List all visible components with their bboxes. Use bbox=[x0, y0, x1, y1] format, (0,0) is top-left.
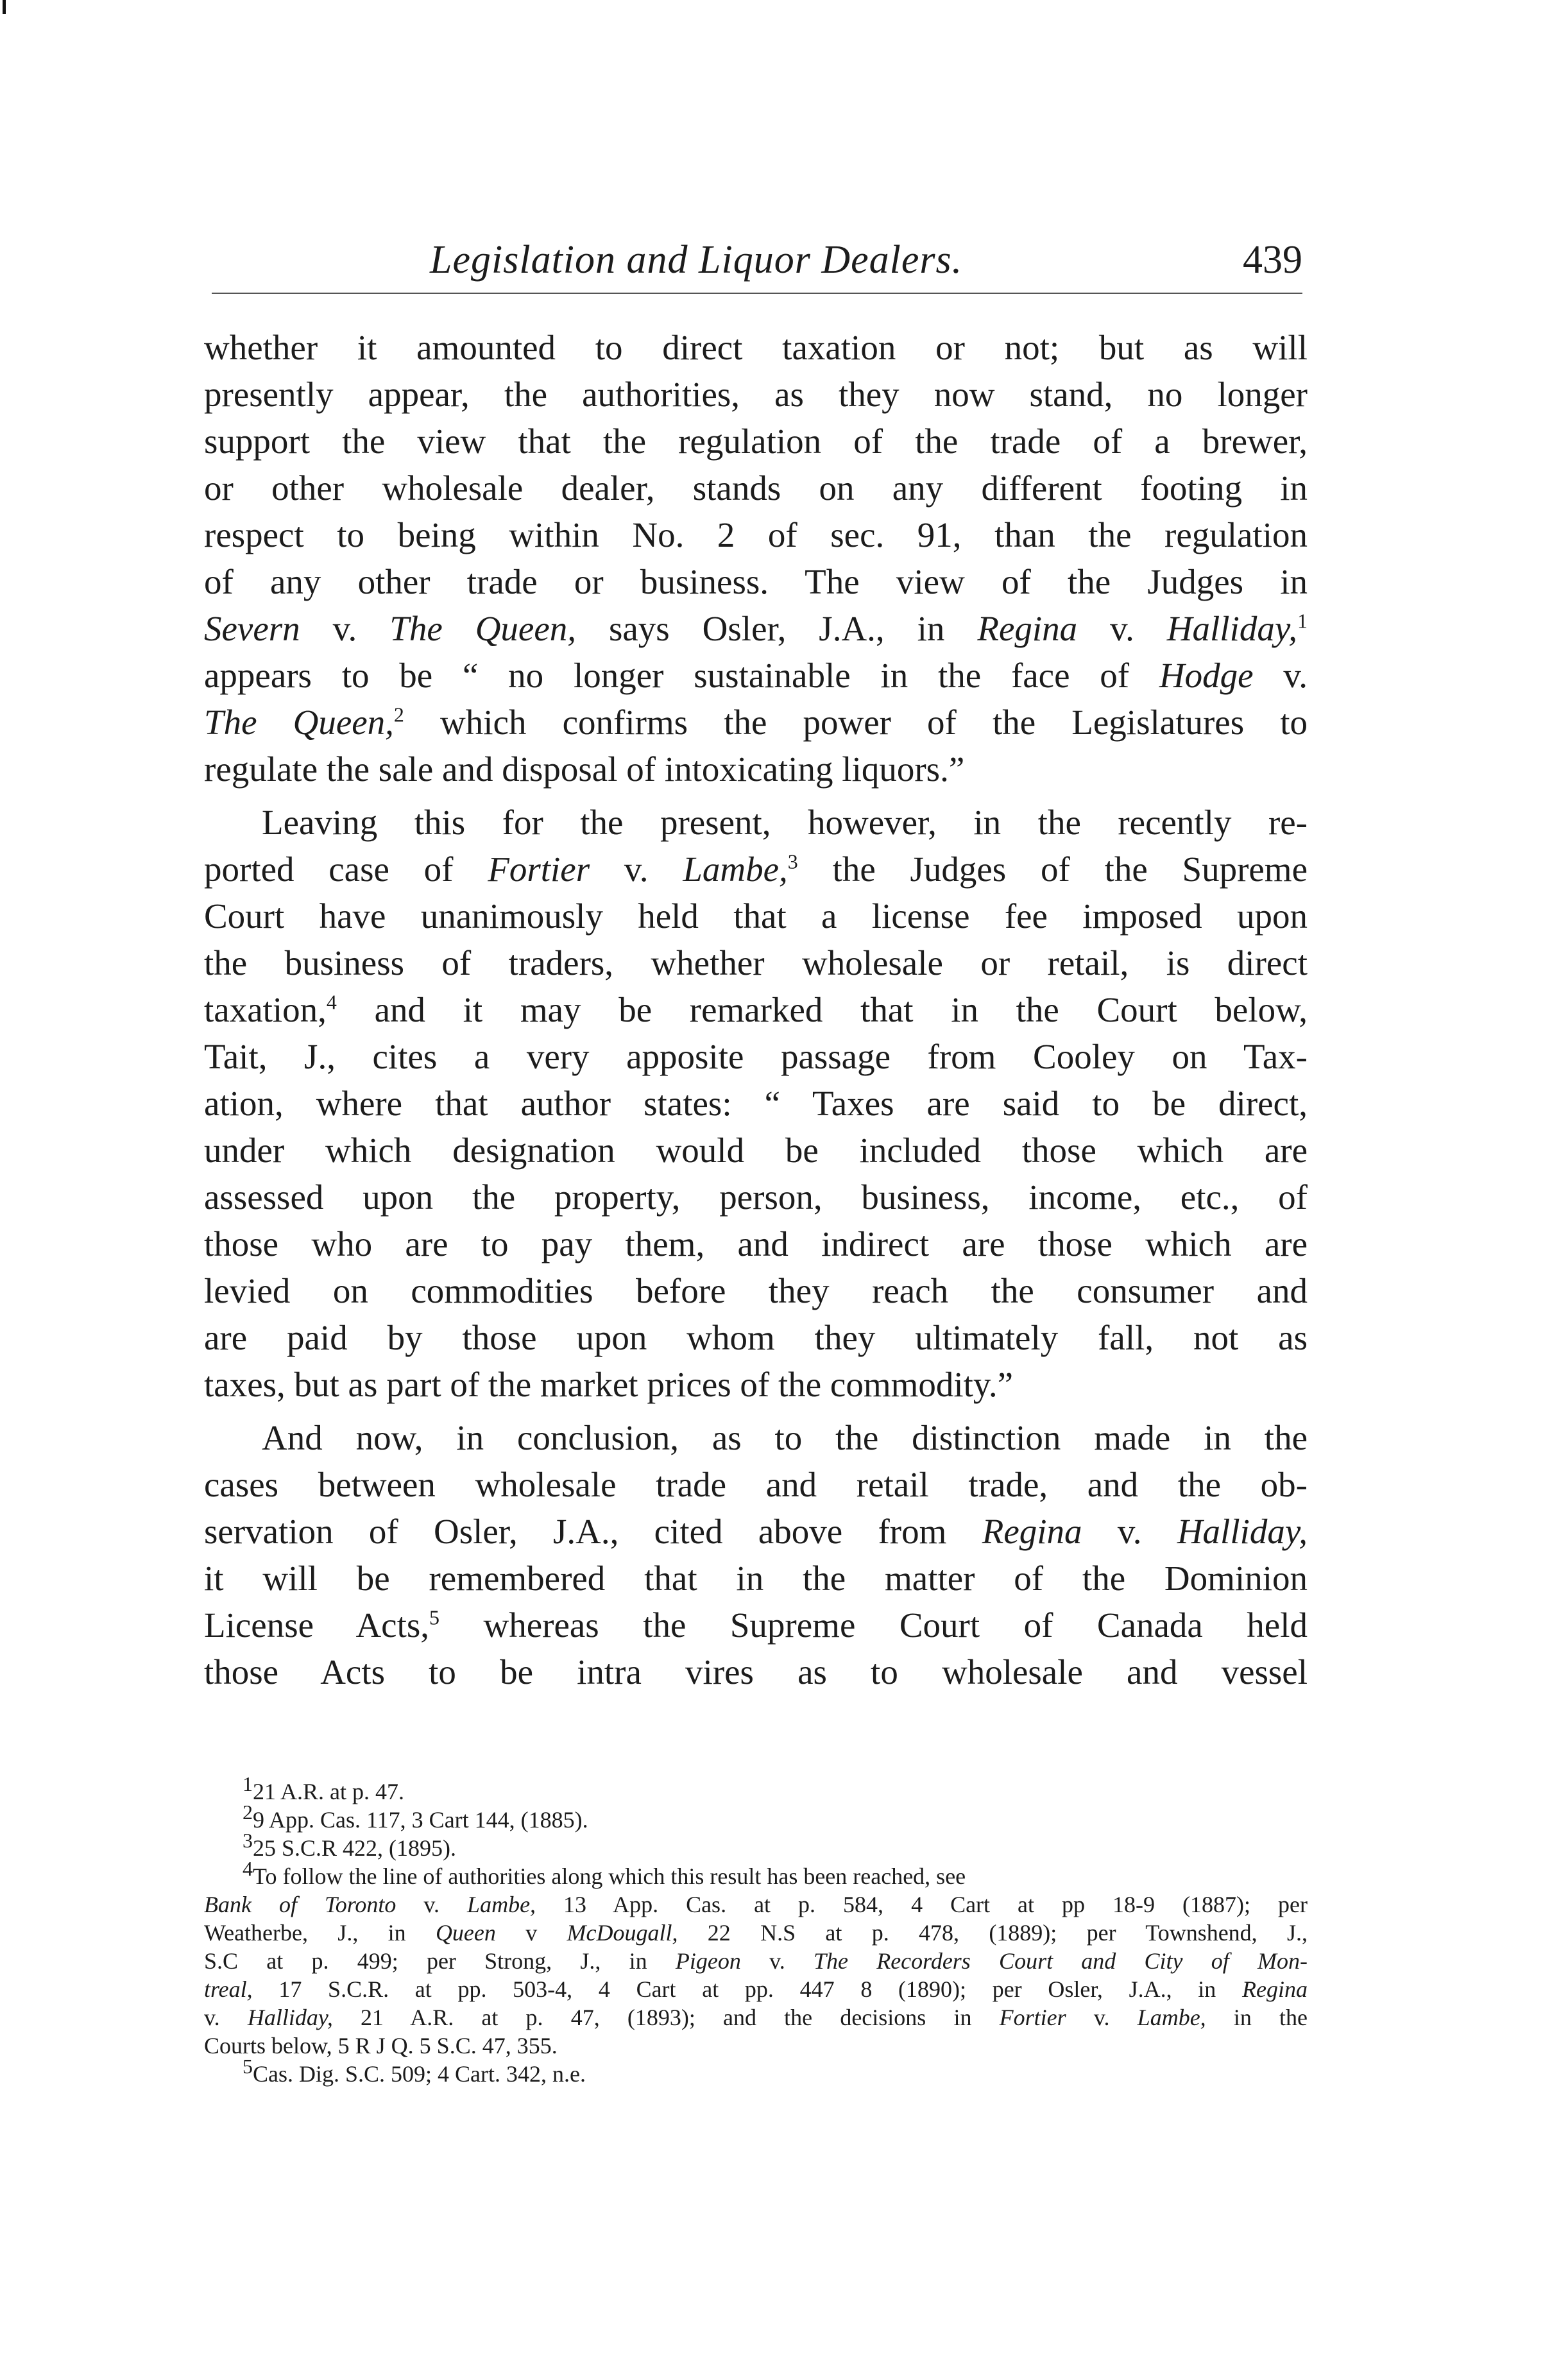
text-line: Leaving this for the present, however, in the recently re- bbox=[262, 803, 1308, 842]
text-line: whether it amounted to direct taxation or not; but as will bbox=[204, 328, 1308, 367]
footnote-ref: 1 bbox=[1297, 609, 1308, 633]
footnote-ref: 2 bbox=[393, 703, 404, 726]
text-line: respect to being within No. 2 of sec. 91, than the regulation bbox=[204, 515, 1308, 554]
text-line: And now, in conclusion, as to the distinction made in the bbox=[262, 1418, 1308, 1457]
text-line: taxes, but as part of the market prices of the commodity.” bbox=[204, 1365, 1014, 1404]
case-name: Fortier bbox=[488, 850, 590, 889]
text-line: regulate the sale and disposal of intoxicating liquors.” bbox=[204, 749, 965, 789]
text-line: the business of traders, whether wholesale or retail, is direct bbox=[204, 943, 1308, 982]
text-line: levied on commodities before they reach the consumer and bbox=[204, 1271, 1308, 1310]
text-line: assessed upon the property, person, business, income, etc., of bbox=[204, 1177, 1308, 1217]
footnote: $^5$Cas. Dig. S.C. 509; 4 Cart. 342, n.e. bbox=[243, 2055, 586, 2087]
case-name: The Queen, bbox=[389, 609, 577, 648]
page-number: 439 bbox=[1243, 238, 1302, 282]
case-name: Hodge bbox=[1159, 656, 1254, 695]
case-name: Halliday, bbox=[1177, 1512, 1308, 1551]
footnote: $^4$To follow the line of authorities along which this result has been reached, see bbox=[243, 1857, 966, 1889]
running-header bbox=[212, 237, 1302, 295]
text-line: presently appear, the authorities, as they now stand, no longer bbox=[204, 375, 1308, 414]
footnote-ref: 3 bbox=[787, 850, 798, 873]
text-line: The Queen,$^2$ which confirms the power of the Legislatures to bbox=[204, 703, 1308, 742]
text-line: cases between wholesale trade and retail trade, and the ob- bbox=[204, 1465, 1308, 1504]
text-line: of any other trade or business. The view of the Judges in bbox=[204, 562, 1308, 601]
footnote-number: 3 bbox=[243, 1829, 253, 1852]
footnote: $^3$25 S.C.R 422, (1895). bbox=[243, 1829, 457, 1861]
footnote-ref: 5 bbox=[429, 1605, 440, 1629]
text-line: those Acts to be intra vires as to wholesale and vessel bbox=[204, 1652, 1308, 1691]
page-edge-mark bbox=[3, 0, 6, 14]
text-line: ported case of Fortier v. Lambe,$^3$ the Judges of the Supreme bbox=[204, 850, 1308, 889]
case-name: Halliday, bbox=[1166, 609, 1297, 648]
footnote: $^1$21 A.R. at p. 47. bbox=[243, 1772, 405, 1804]
case-name: The Queen, bbox=[204, 703, 394, 742]
text-line: support the view that the regulation of the trade of a brewer, bbox=[204, 422, 1308, 461]
running-title: Legislation and Liquor Dealers. bbox=[430, 238, 963, 282]
footnote-line: S.C at p. 499; per Strong, J., in Pigeon v. The Recorders Court and City of Mon- bbox=[204, 1948, 1308, 1974]
footnote-number: 2 bbox=[243, 1801, 253, 1824]
footnote-line: v. Halliday, 21 A.R. at p. 47, (1893); and the decisions in Fortier v. Lambe, in the bbox=[204, 2005, 1308, 2030]
text-line: servation of Osler, J.A., cited above from Regina v. Halliday, bbox=[204, 1512, 1308, 1551]
text-line: under which designation would be included those which are bbox=[204, 1131, 1308, 1170]
case-name: Lambe, bbox=[683, 850, 788, 889]
text-line: those who are to pay them, and indirect are those which are bbox=[204, 1224, 1308, 1263]
text-line: it will be remembered that in the matter of the Dominion bbox=[204, 1559, 1308, 1598]
text-line: or other wholesale dealer, stands on any different footing in bbox=[204, 468, 1308, 508]
text-line: appears to be “ no longer sustainable in the face of Hodge v. bbox=[204, 656, 1308, 695]
footnote: $^2$9 App. Cas. 117, 3 Cart 144, (1885). bbox=[243, 1801, 588, 1833]
header-rule bbox=[212, 293, 1302, 294]
body-text bbox=[204, 324, 1308, 1695]
footnote-number: 1 bbox=[243, 1772, 253, 1795]
text-line: ation, where that author states: “ Taxes are said to be direct, bbox=[204, 1084, 1308, 1123]
footnote-line: Courts below, 5 R J Q. 5 S.C. 47, 355. bbox=[204, 2033, 558, 2059]
footnote-ref: 4 bbox=[326, 990, 337, 1014]
footnote-number: 5 bbox=[243, 2055, 253, 2078]
text-line: Tait, J., cites a very apposite passage from Cooley on Tax- bbox=[204, 1037, 1308, 1076]
text-line: License Acts,$^5$ whereas the Supreme Court of Canada held bbox=[204, 1605, 1308, 1645]
case-name: Severn bbox=[204, 609, 300, 648]
footnote-line: Weatherbe, J., in Queen v McDougall, 22 N.S at p. 478, (1889); per Townshend, J., bbox=[204, 1920, 1308, 1946]
case-name: Regina bbox=[982, 1512, 1082, 1551]
text-line: are paid by those upon whom they ultimately fall, not as bbox=[204, 1318, 1308, 1357]
footnote-line: treal, 17 S.C.R. at pp. 503-4, 4 Cart at pp. 447 8 (1890); per Osler, J.A., in Regina bbox=[204, 1976, 1308, 2002]
footnote-number: 4 bbox=[243, 1857, 253, 1880]
footnotes bbox=[204, 1772, 1308, 2088]
text-line: Severn v. The Queen, says Osler, J.A., in Regina v. Halliday,$^1$ bbox=[204, 609, 1308, 648]
text-line: taxation,$^4$ and it may be remarked that in the Court below, bbox=[204, 990, 1308, 1029]
text-line: Court have unanimously held that a license fee imposed upon bbox=[204, 896, 1308, 936]
footnote-line: Bank of Toronto v. Lambe, 13 App. Cas. at p. 584, 4 Cart at pp 18-9 (1887); per bbox=[204, 1892, 1308, 1917]
case-name: Regina bbox=[977, 609, 1078, 648]
